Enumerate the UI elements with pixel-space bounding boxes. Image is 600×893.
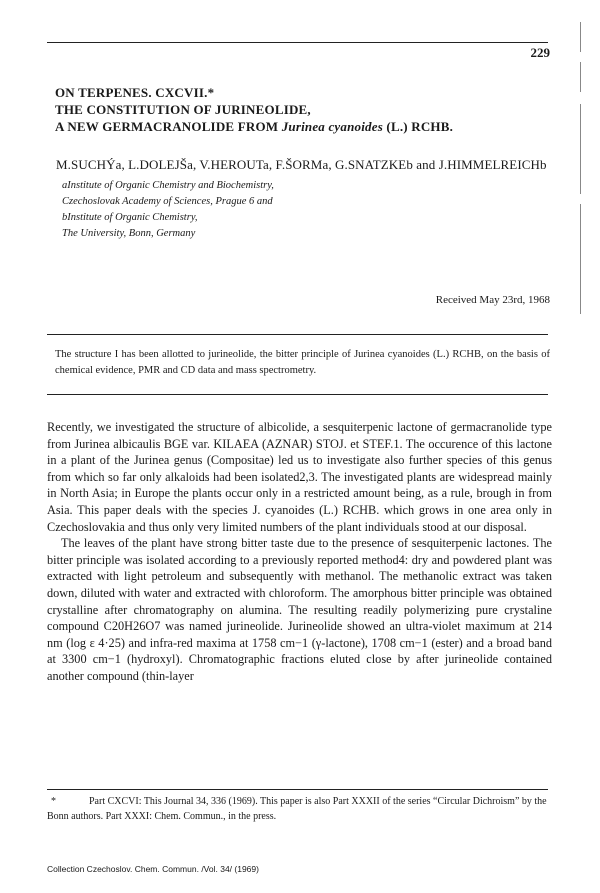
paragraph: The leaves of the plant have strong bitter taste due to the presence of sesquiterpenic lactones. The bitter principle was isolated according to a previously reported method4: dry and powdered plant was extracted with light petroleum and subsequently with methanol. The methanolic extract was taken down, diluted with water and extracted with chloroform. The amorphous bitter principle was obtained crystalline after chromatography on alumina. The resulting readily polymerizing pure crystaline compound C20H26O7 was named jurineolide. Jurineolide showed an ultra-violet maximum at 214 nm (log ε 4·25) and infra-red maxima at 1758 cm−1 (γ-lactone), 1708 cm−1 (ester) and a broad band at 3300 cm−1 (hydroxyl). Chromatographic fractions eluted close by after jurineolide contained another compound (thin-layer — [47, 536, 552, 683]
page-edge-mark — [580, 204, 581, 314]
journal-footer: Collection Czechoslov. Chem. Commun. /Vol. 34/ (1969) — [47, 864, 259, 874]
affiliations — [62, 178, 274, 242]
footnote-mark: * — [51, 796, 56, 807]
title-species: Jurinea cyanoides — [281, 119, 383, 134]
author-list: M.SUCHÝa, L.DOLEJŠa, V.HEROUTa, F.ŠORMa, G.SNATZKEb and J.HIMMELREICHb — [56, 157, 547, 172]
page-edge-mark — [580, 62, 581, 92]
title-line-3 — [55, 118, 545, 135]
paragraph: Recently, we investigated the structure of albicolide, a sesquiterpenic lactone of germacranolide type from Jurinea albicaulis BGE var. KILAEA (AZNAR) STOJ. et STEF.1. The occurence of this lactone in a plant of the Jurinea genus (Compositae) led us to investigate also further species of this genus from which so far only alkaloids had been isolated2,3. The investigated plants are widespread mainly in North Asia; in Europe the plants occur only in a restricted amount being, as a rule, brough in from Asia. This paper deals with the species J. cyanoides (L.) RCHB. which grows in one area only in Czechoslovakia and thus only very limited numbers of the plant individuals stood at our disposal. — [47, 420, 552, 534]
body-text — [47, 419, 552, 685]
page-edge-mark — [580, 104, 581, 194]
title-line-3-prefix: A NEW GERMACRANOLIDE FROM — [55, 119, 282, 134]
abstract: The structure I has been allotted to jurineolide, the bitter principle of Jurinea cyanoides (L.) RCHB, on the basis of chemical evidence, PMR and CD data and mass spectrometry. — [55, 349, 550, 376]
abstract-bottom-rule — [47, 394, 548, 395]
abstract-top-rule — [47, 334, 548, 335]
title-line-2: THE CONSTITUTION OF JURINEOLIDE, — [55, 102, 311, 117]
affiliation-line: aInstitute of Organic Chemistry and Biochemistry, — [62, 180, 274, 191]
header-rule — [47, 42, 548, 43]
received-date: Received May 23rd, 1968 — [435, 294, 550, 306]
affiliation-line: The University, Bonn, Germany — [62, 228, 196, 239]
footnote-rule — [47, 789, 548, 790]
title-line-3-suffix: (L.) RCHB. — [382, 119, 454, 134]
page-edge-mark — [580, 22, 581, 52]
title-line-1: ON TERPENES. CXCVII.* — [55, 85, 215, 100]
page-number: 229 — [530, 45, 550, 60]
footnote-text: Part CXCVI: This Journal 34, 336 (1969). This paper is also Part XXXII of the series “Circular Dichroism” by the Bonn authors. Part XXXI: Chem. Commun., in the press. — [47, 796, 547, 822]
article-title — [55, 84, 545, 135]
affiliation-line: Czechoslovak Academy of Sciences, Prague 6 and — [62, 196, 273, 207]
affiliation-line: bInstitute of Organic Chemistry, — [62, 212, 198, 223]
footnote — [47, 794, 552, 824]
